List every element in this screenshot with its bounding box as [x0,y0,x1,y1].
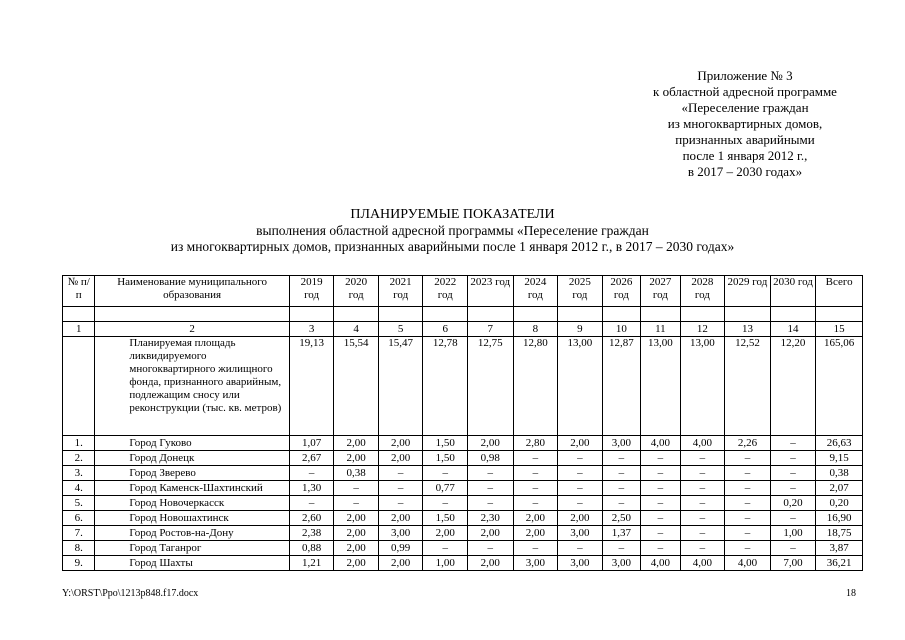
year-value: 2,30 [468,511,514,526]
year-value: 1,30 [289,481,334,496]
header-year: 2030 год [770,276,816,307]
year-value: – [725,481,771,496]
title-main: ПЛАНИРУЕМЫЕ ПОКАЗАТЕЛИ [350,207,555,222]
column-number: 2 [95,322,289,337]
year-value: – [513,541,558,556]
year-value: – [641,481,680,496]
year-value: 4,00 [641,436,680,451]
area-total: 165,06 [816,337,863,436]
year-value: – [641,541,680,556]
indicators-table [62,275,863,571]
year-value: 1,00 [423,556,468,571]
year-value: 1,50 [423,511,468,526]
column-number: 12 [680,322,725,337]
row-total: 36,21 [816,556,863,571]
year-value: 4,00 [725,556,771,571]
year-value: 2,00 [468,556,514,571]
year-value: – [558,451,603,466]
year-value: – [680,466,725,481]
area-value: 13,00 [680,337,725,436]
year-value: – [423,496,468,511]
column-number: 4 [334,322,379,337]
column-number: 6 [423,322,468,337]
year-value: – [641,451,680,466]
header-year: 2025 год [558,276,603,307]
header-year: 2027 год [641,276,680,307]
year-value: 1,00 [770,526,816,541]
column-number: 13 [725,322,771,337]
table-row [63,451,863,466]
header-year: 2022 год [423,276,468,307]
table-row [63,511,863,526]
year-value: – [680,541,725,556]
year-value: 3,00 [513,556,558,571]
year-value: – [641,466,680,481]
appendix-line: Приложение № 3 [697,68,793,83]
year-value: – [602,481,640,496]
year-value: – [725,451,771,466]
row-total: 18,75 [816,526,863,541]
year-value: – [725,496,771,511]
year-value: 2,00 [423,526,468,541]
year-value: – [770,451,816,466]
municipality-name: Город Ростов-на-Дону [95,526,289,541]
year-value: 1,37 [602,526,640,541]
year-value: – [725,466,771,481]
row-number: 4. [63,481,95,496]
header-year: 2026 год [602,276,640,307]
column-number: 5 [378,322,423,337]
year-value: 2,67 [289,451,334,466]
year-value: 1,07 [289,436,334,451]
year-value: – [468,541,514,556]
area-value: 13,00 [641,337,680,436]
year-value: 7,00 [770,556,816,571]
municipality-name: Город Таганрог [95,541,289,556]
row-number: 2. [63,451,95,466]
row-number: 9. [63,556,95,571]
title-line: из многоквартирных домов, признанных аварийными после 1 января 2012 г., в 2017 – 2030 годах» [170,239,735,254]
municipality-name: Город Каменск-Шахтинский [95,481,289,496]
year-value: 2,00 [558,436,603,451]
row-number: 5. [63,496,95,511]
column-number: 8 [513,322,558,337]
year-value: 2,00 [513,511,558,526]
year-value: 2,38 [289,526,334,541]
year-value: 4,00 [641,556,680,571]
year-value: – [770,511,816,526]
municipality-name: Город Шахты [95,556,289,571]
year-value: – [725,541,771,556]
year-value: 2,00 [334,541,379,556]
row-number: 6. [63,511,95,526]
header-no: № п/п [63,276,95,307]
header-name: Наименование муниципального образования [95,276,289,307]
column-number: 9 [558,322,603,337]
table-row [63,526,863,541]
header-year: 2020 год [334,276,379,307]
municipality-name: Город Новошахтинск [95,511,289,526]
year-value: – [468,481,514,496]
year-value: – [725,511,771,526]
year-value: 3,00 [558,556,603,571]
year-value: 2,60 [289,511,334,526]
year-value: – [641,526,680,541]
year-value: 0,88 [289,541,334,556]
header-total: Всего [816,276,863,307]
area-value: 15,54 [334,337,379,436]
header-year: 2024 год [513,276,558,307]
year-value: 2,00 [334,436,379,451]
table-row [63,496,863,511]
year-value: – [770,436,816,451]
year-value: 2,26 [725,436,771,451]
year-value: 2,50 [602,511,640,526]
row-total: 9,15 [816,451,863,466]
area-value: 19,13 [289,337,334,436]
header-year: 2029 год [725,276,771,307]
row-number: 3. [63,466,95,481]
year-value: 0,38 [334,466,379,481]
year-value: 0,99 [378,541,423,556]
year-value: 1,50 [423,451,468,466]
year-value: 2,00 [334,526,379,541]
header-year: 2023 год [468,276,514,307]
row-number: 7. [63,526,95,541]
year-value: – [558,466,603,481]
column-number: 7 [468,322,514,337]
year-value: – [680,511,725,526]
column-number: 14 [770,322,816,337]
year-value: – [602,466,640,481]
year-value: 0,77 [423,481,468,496]
header-year: 2028 год [680,276,725,307]
year-value: 0,98 [468,451,514,466]
header-year: 2019 год [289,276,334,307]
year-value: 2,00 [513,526,558,541]
year-value: 1,21 [289,556,334,571]
year-value: 2,00 [378,451,423,466]
table-row [63,556,863,571]
year-value: – [558,541,603,556]
year-value: 1,50 [423,436,468,451]
year-value: – [602,496,640,511]
row-number: 8. [63,541,95,556]
year-value: – [770,541,816,556]
title-line: выполнения областной адресной программы «Переселение граждан [256,223,649,238]
column-number-row [63,322,863,337]
document-title [0,207,905,255]
area-value: 13,00 [558,337,603,436]
appendix-block [600,68,890,180]
table-spacer-row [63,307,863,322]
column-number: 11 [641,322,680,337]
year-value: – [641,496,680,511]
appendix-line: после 1 января 2012 г., [682,148,808,163]
appendix-line: признанных аварийными [675,132,815,147]
year-value: – [680,481,725,496]
column-number: 10 [602,322,640,337]
year-value: 3,00 [558,526,603,541]
year-value: – [334,496,379,511]
area-value: 12,75 [468,337,514,436]
row-total: 0,20 [816,496,863,511]
planned-area-label: Планируемая площадь ликвидируемого многоквартирного жилищного фонда, признанного аварийным, подлежащим сносу или реконструкции (тыс. кв. метров) [95,337,289,436]
year-value: – [513,451,558,466]
year-value: – [378,496,423,511]
row-total: 3,87 [816,541,863,556]
year-value: – [513,466,558,481]
year-value: 2,00 [558,511,603,526]
year-value: 4,00 [680,556,725,571]
year-value: 2,00 [334,511,379,526]
year-value: 2,00 [378,556,423,571]
column-number: 3 [289,322,334,337]
year-value: 2,00 [334,451,379,466]
year-value: – [289,466,334,481]
row-total: 16,90 [816,511,863,526]
planned-area-row [63,337,863,436]
year-value: – [725,526,771,541]
year-value: 2,00 [334,556,379,571]
row-total: 0,38 [816,466,863,481]
year-value: – [423,466,468,481]
row-number: 1. [63,436,95,451]
column-number: 15 [816,322,863,337]
municipality-name: Город Донецк [95,451,289,466]
year-value: – [334,481,379,496]
table-row [63,466,863,481]
appendix-line: из многоквартирных домов, [667,116,823,131]
area-value: 15,47 [378,337,423,436]
appendix-line: в 2017 – 2030 годах» [687,164,803,179]
year-value: – [513,481,558,496]
column-number: 1 [63,322,95,337]
area-value: 12,87 [602,337,640,436]
year-value: – [558,496,603,511]
year-value: 2,00 [468,526,514,541]
table-row [63,481,863,496]
row-total: 2,07 [816,481,863,496]
year-value: 4,00 [680,436,725,451]
area-value: 12,80 [513,337,558,436]
year-value: – [378,466,423,481]
area-value: 12,52 [725,337,771,436]
year-value: – [602,541,640,556]
table-header-row [63,276,863,307]
table-row [63,436,863,451]
year-value: 2,80 [513,436,558,451]
year-value: – [770,481,816,496]
year-value: 3,00 [602,556,640,571]
footer-page-number: 18 [846,588,856,599]
year-value: – [468,496,514,511]
appendix-line: к областной адресной программе [653,84,837,99]
year-value: – [558,481,603,496]
year-value: – [680,496,725,511]
year-value: 2,00 [378,436,423,451]
year-value: 3,00 [378,526,423,541]
area-value: 12,20 [770,337,816,436]
year-value: – [680,451,725,466]
year-value: – [602,451,640,466]
year-value: 2,00 [378,511,423,526]
footer-file-path: Y:\ORST\Ppo\1213p848.f17.docx [62,588,199,599]
table-row [63,541,863,556]
year-value: 0,20 [770,496,816,511]
row-total: 26,63 [816,436,863,451]
header-year: 2021 год [378,276,423,307]
year-value: – [513,496,558,511]
year-value: – [289,496,334,511]
area-value: 12,78 [423,337,468,436]
year-value: 3,00 [602,436,640,451]
year-value: – [468,466,514,481]
year-value: – [770,466,816,481]
appendix-line: «Переселение граждан [681,100,809,115]
year-value: 2,00 [468,436,514,451]
municipality-name: Город Зверево [95,466,289,481]
municipality-name: Город Гуково [95,436,289,451]
year-value: – [641,511,680,526]
year-value: – [378,481,423,496]
year-value: – [680,526,725,541]
municipality-name: Город Новочеркасск [95,496,289,511]
year-value: – [423,541,468,556]
